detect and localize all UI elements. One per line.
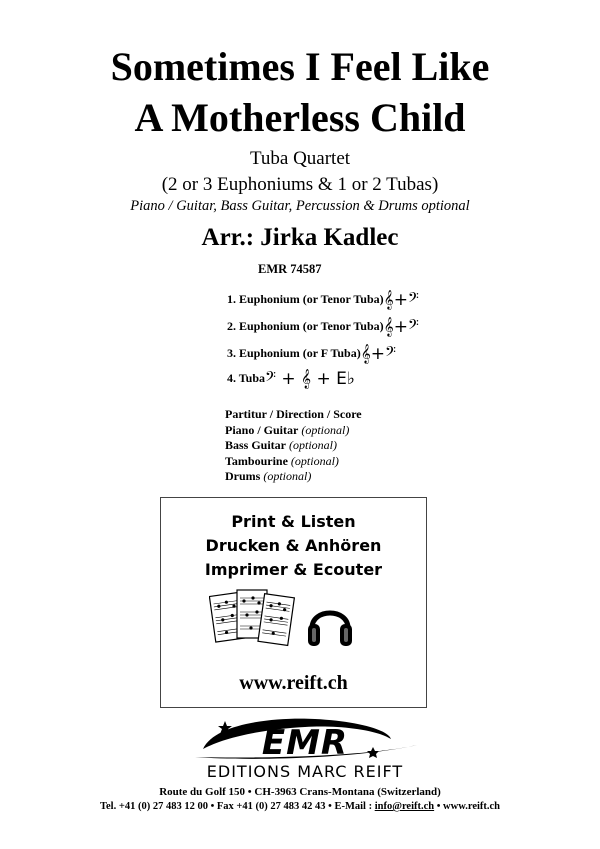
part-item [227,343,396,364]
instrumentation-subtitle: (2 or 3 Euphoniums & 1 or 2 Tubas) [161,174,439,195]
arranger: Arr.: Jirka Kadlec [201,224,399,251]
clef-icon: 𝄞+𝄢 [383,316,419,337]
part-label: 2. Euphonium (or Tenor Tuba) [227,319,384,333]
part-item [227,368,355,389]
part-item [227,316,419,337]
part-label: 3. Euphonium (or F Tuba) [227,346,361,360]
part-label: 4. Tuba [227,371,266,385]
logo-text: EMR [261,723,349,763]
catalog-number: EMR 74587 [258,262,322,276]
score-item: Partitur / Direction / Score [225,407,362,421]
publisher-name: EDITIONS MARC REIFT [206,762,404,781]
score-item: Drums (optional) [225,469,312,483]
print-listen-box [160,497,427,708]
score-item: Tambourine (optional) [225,453,339,468]
score-item: Bass Guitar (optional) [225,438,338,452]
title-line-2: A Motherless Child [134,95,466,140]
clef-icon: 𝄢 + 𝄞 + E♭ [265,368,355,389]
clef-icon: 𝄞+𝄢 [383,289,419,310]
score-list [225,407,362,485]
part-item [227,289,419,310]
publisher-address: Route du Golf 150 • CH-3963 Crans-Montana (Switzerland) [159,786,441,798]
promo-line-3: Imprimer & Ecouter [204,560,383,579]
ensemble-subtitle: Tuba Quartet [249,148,351,169]
part-label: 1. Euphonium (or Tenor Tuba) [227,292,384,306]
publisher-contact: Tel. +41 (0) 27 483 12 00 • Fax +41 (0) 27 483 42 43 • E-Mail : info@reift.ch • www.reift.ch [99,801,501,812]
website-link[interactable]: www.reift.ch [239,672,348,694]
sheet-music-icon [209,586,295,652]
promo-line-2: Drucken & Anhören [205,536,382,555]
email-link[interactable]: info@reift.ch [374,801,435,812]
score-item: Piano / Guitar (optional) [225,422,350,437]
title-line-1: Sometimes I Feel Like [110,44,490,89]
headphones-icon [304,596,356,652]
clef-icon: 𝄞+𝄢 [360,343,396,364]
promo-line-1: Print & Listen [231,512,356,531]
optional-instruments: Piano / Guitar, Bass Guitar, Percussion & Drums optional [130,198,470,214]
